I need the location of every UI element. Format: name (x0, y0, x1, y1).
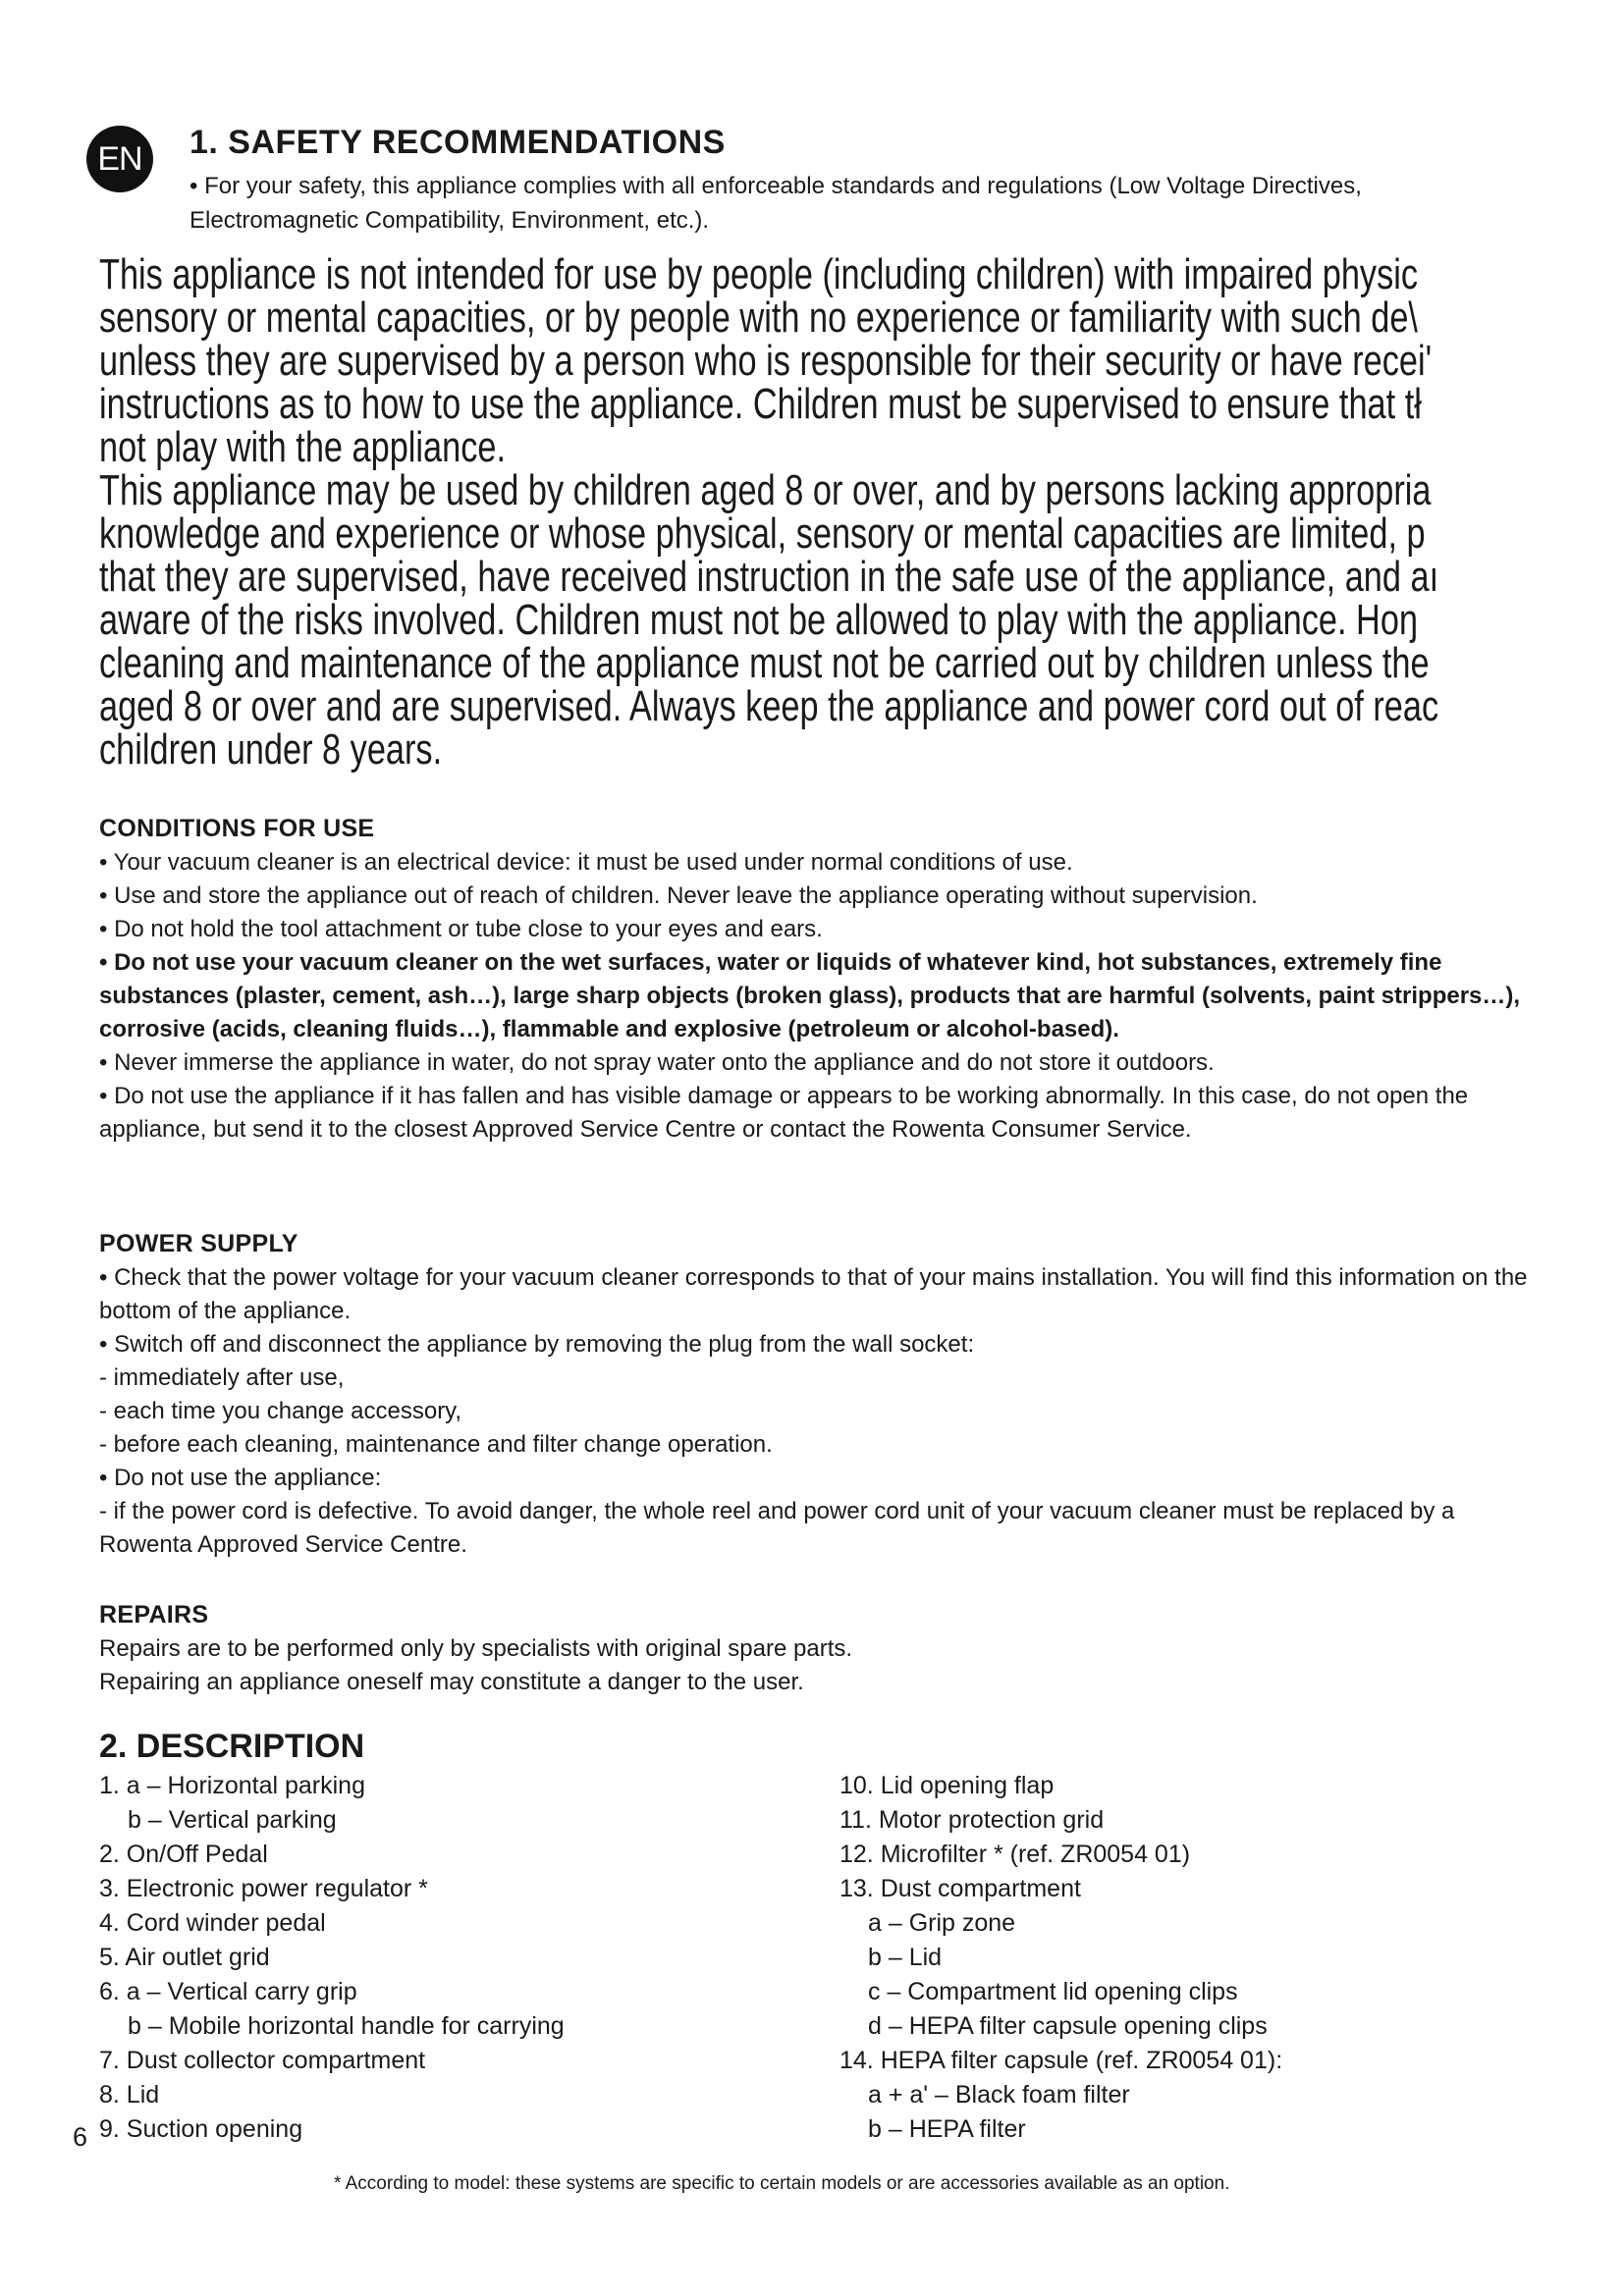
warning-line: sensory or mental capacities, or by people with no experience or familiarity with such de\ (99, 294, 1418, 342)
conditions-item: • Your vacuum cleaner is an electrical device: it must be used under normal conditions of use. (99, 849, 1073, 876)
repairs-item: Repairing an appliance oneself may constitute a danger to the user. (99, 1669, 804, 1695)
conditions-for-use-section (99, 811, 1543, 1147)
power-item: • Switch off and disconnect the appliance by removing the plug from the wall socket: (99, 1331, 975, 1358)
conditions-item: • Do not hold the tool attachment or tube close to your eyes and ears. (99, 916, 823, 942)
repairs-section (99, 1597, 1543, 1699)
description-item: 6. a – Vertical carry grip (99, 1978, 357, 2005)
conditions-bold-warning: • Do not use your vacuum cleaner on the wet surfaces, water or liquids of whatever kind, hot substances, extremely fine substances (plaster, cement, ash…), large sharp objects (broken glass), products that are harmful (solvents, paint strippers…), corrosive (acids, cleaning fluids…), flammable and explosive (petroleum or alcohol-based). (99, 949, 1521, 1042)
description-item: 14. HEPA filter capsule (ref. ZR0054 01): (839, 2047, 1283, 2074)
description-item: 7. Dust collector compartment (99, 2047, 426, 2074)
description-subitem: b – Lid (868, 1944, 943, 1971)
power-heading: POWER SUPPLY (99, 1230, 298, 1257)
warning-line: not play with the appliance. (99, 423, 507, 471)
warning-line: cleaning and maintenance of the appliance must not be carried out by children unless the (99, 639, 1430, 687)
description-item: 2. On/Off Pedal (99, 1841, 268, 1868)
description-item: 11. Motor protection grid (839, 1806, 1105, 1834)
description-item: 9. Suction opening (99, 2115, 303, 2143)
power-supply-section (99, 1226, 1543, 1562)
conditions-heading: CONDITIONS FOR USE (99, 815, 375, 842)
conditions-item: • Do not use the appliance if it has fallen and has visible damage or appears to be working abnormally. In this case, do not open the appliance, but send it to the closest Approved Service Centre or contact the Rowenta Consumer Service. (99, 1083, 1469, 1143)
section-1-title: 1. SAFETY RECOMMENDATIONS (189, 124, 726, 161)
description-subitem: b – HEPA filter (868, 2115, 1026, 2143)
description-item: 8. Lid (99, 2081, 160, 2109)
description-list-left (99, 1769, 565, 2147)
safety-warning-block (99, 253, 1577, 803)
description-list-right (839, 1769, 1282, 2147)
language-badge: EN (86, 126, 153, 192)
description-item: 10. Lid opening flap (839, 1772, 1055, 1799)
warning-line: that they are supervised, have received instruction in the safe use of the appliance, and aı (99, 553, 1439, 601)
safety-standards-bullet: • For your safety, this appliance complies with all enforceable standards and regulations (Low Voltage Directives, Electromagnetic Compatibility, Environment, etc.). (189, 173, 1362, 234)
description-item: 12. Microfilter * (ref. ZR0054 01) (839, 1841, 1191, 1868)
description-item: 4. Cord winder pedal (99, 1909, 326, 1937)
conditions-item: • Use and store the appliance out of reach of children. Never leave the appliance operating without supervision. (99, 882, 1258, 909)
description-item: 1. a – Horizontal parking (99, 1772, 365, 1799)
description-subitem: a + a' – Black foam filter (868, 2081, 1130, 2109)
warning-line: aware of the risks involved. Children must not be allowed to play with the appliance. Hoŋ (99, 596, 1419, 644)
power-item: - before each cleaning, maintenance and filter change operation. (99, 1431, 773, 1458)
footnote: * According to model: these systems are specific to certain models or are accessories available as an option. (334, 2173, 1230, 2194)
warning-line: instructions as to how to use the appliance. Children must be supervised to ensure that tł (99, 380, 1422, 428)
description-subitem: d – HEPA filter capsule opening clips (868, 2012, 1268, 2040)
description-item: 3. Electronic power regulator * (99, 1875, 428, 1902)
description-item: 13. Dust compartment (839, 1875, 1081, 1902)
description-item: 5. Air outlet grid (99, 1944, 270, 1971)
repairs-item: Repairs are to be performed only by specialists with original spare parts. (99, 1635, 853, 1662)
page-number: 6 (73, 2122, 88, 2152)
warning-line: This appliance is not intended for use by people (including children) with impaired physic (99, 253, 1419, 298)
repairs-heading: REPAIRS (99, 1601, 209, 1629)
description-subitem: b – Mobile horizontal handle for carrying (128, 2012, 565, 2040)
power-item: - immediately after use, (99, 1364, 345, 1391)
warning-line: This appliance may be used by children aged 8 or over, and by persons lacking appropria (99, 466, 1432, 514)
warning-line: children under 8 years. (99, 725, 443, 774)
power-item: • Check that the power voltage for your vacuum cleaner corresponds to that of your mains installation. You will find this information on the bottom of the appliance. (99, 1264, 1528, 1324)
warning-line: aged 8 or over and are supervised. Always keep the appliance and power cord out of reac (99, 682, 1439, 730)
description-subitem: b – Vertical parking (128, 1806, 337, 1834)
description-subitem: c – Compartment lid opening clips (868, 1978, 1238, 2005)
power-item: • Do not use the appliance: (99, 1465, 382, 1491)
warning-line: unless they are supervised by a person who is responsible for their security or have recei' (99, 337, 1433, 385)
warning-line: knowledge and experience or whose physical, sensory or mental capacities are limited, p (99, 509, 1426, 558)
power-item: - if the power cord is defective. To avoid danger, the whole reel and power cord unit of your vacuum cleaner must be replaced by a Rowenta Approved Service Centre. (99, 1498, 1455, 1558)
section-2-title: 2. DESCRIPTION (99, 1728, 365, 1765)
description-subitem: a – Grip zone (868, 1909, 1016, 1937)
power-item: - each time you change accessory, (99, 1398, 462, 1424)
conditions-item: • Never immerse the appliance in water, do not spray water onto the appliance and do not store it outdoors. (99, 1049, 1215, 1076)
